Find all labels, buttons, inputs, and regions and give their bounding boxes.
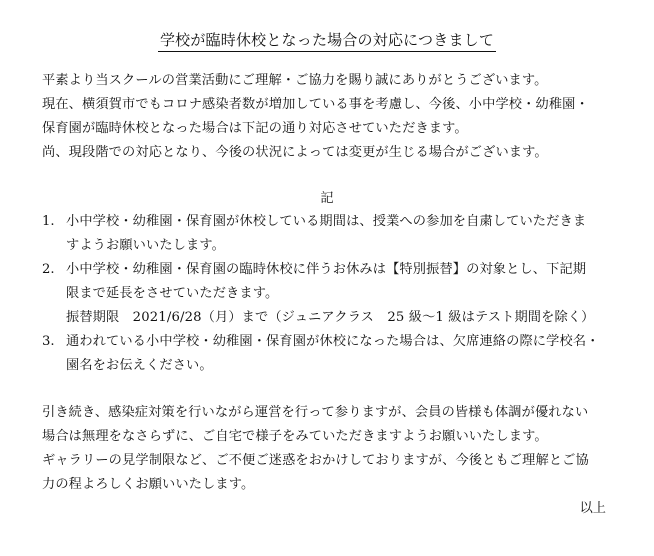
closing-mark: 以上 bbox=[579, 501, 606, 516]
title-text: 学校が臨時休校となった場合の対応につきまして bbox=[158, 30, 496, 52]
closing-line-2: 場合は無理をなさらずに、ご自宅で様子をみていただきますようお願いいたします。 bbox=[42, 429, 548, 444]
intro-line-4: 尚、現段階での対応となり、今後の状況によっては変更が生じる場合がございます。 bbox=[42, 145, 548, 160]
item-1-line-1: 小中学校・幼稚園・保育園が休校している期間は、授業への参加を自粛していただきま bbox=[66, 214, 587, 229]
intro-line-1: 平素より当スクールの営業活動にご理解・ご協力を賜り誠にありがとうございます。 bbox=[42, 73, 548, 88]
item-3-line-1: 通われている小中学校・幼稚園・保育園が休校になった場合は、欠席連絡の際に学校名・ bbox=[66, 334, 600, 349]
closing-line-4: 力の程よろしくお願いいたします。 bbox=[42, 477, 255, 492]
item-2-line-3: 振替期限 2021/6/28（月）まで（ジュニアクラス 25 級～1 級はテスト期間を除く） bbox=[66, 310, 595, 325]
intro-line-2: 現在、横須賀市でもコロナ感染者数が増加している事を考慮し、今後、小中学校・幼稚園・ bbox=[42, 97, 589, 112]
item-2-line-1: 小中学校・幼稚園・保育園の臨時休校に伴うお休みは【特別振替】の対象とし、下記期 bbox=[66, 262, 587, 277]
item-2-number: 2. bbox=[42, 262, 55, 277]
item-2-line-2: 限まで延長をさせていただきます。 bbox=[66, 286, 279, 301]
intro-line-3: 保育園が臨時休校となった場合は下記の通り対応させていただきます。 bbox=[42, 121, 468, 136]
document-title bbox=[0, 30, 654, 52]
item-1-line-2: すようお願いいたします。 bbox=[66, 238, 225, 253]
closing-line-1: 引き続き、感染症対策を行いながら運営を行って参りますが、会員の皆様も体調が優れない bbox=[42, 405, 589, 420]
item-3-line-2: 園名をお伝えください。 bbox=[66, 358, 213, 373]
item-1-number: 1. bbox=[42, 214, 55, 229]
item-3-number: 3. bbox=[42, 334, 55, 349]
closing-line-3: ギャラリーの見学制限など、ご不便ご迷惑をおかけしておりますが、今後ともご理解とご協 bbox=[42, 453, 589, 468]
ki-heading: 記 bbox=[320, 191, 334, 206]
